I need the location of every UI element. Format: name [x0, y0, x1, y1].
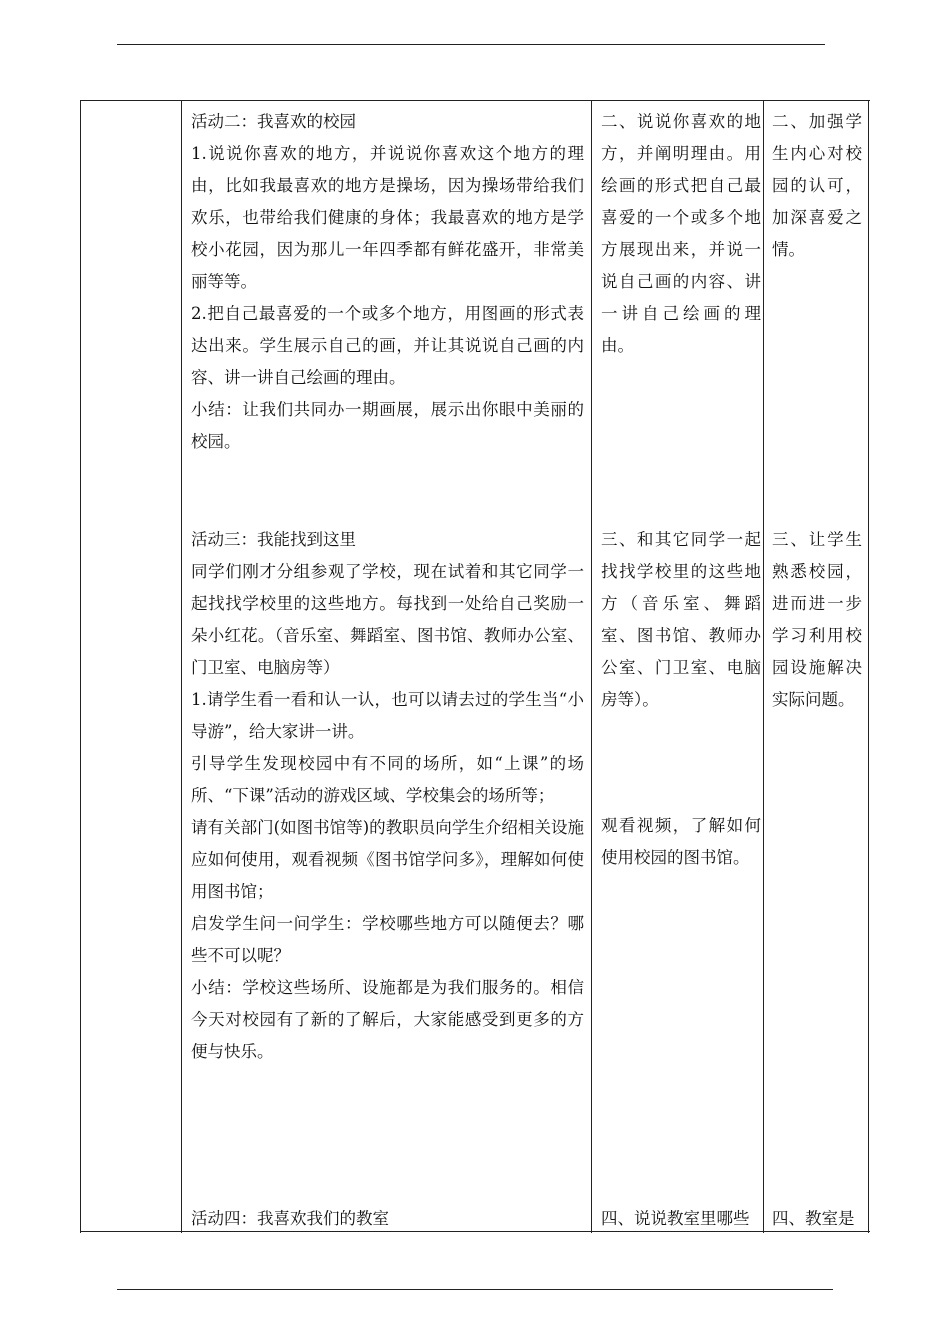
activity3-process: [191, 524, 584, 1068]
activity-step: 1.请学生看一看和认一认，也可以请去过的学生当“小导游”，给大家讲一讲。: [191, 690, 584, 741]
activity4-process: [191, 1203, 584, 1235]
activity-step: 引导学生发现校园中有不同的场所，如“上课”的场所、“下课”活动的游戏区域、学校集会的场所等；: [191, 754, 584, 805]
activity-title: 活动四：我喜欢我们的教室: [191, 1209, 389, 1228]
activity-summary: 小结：让我们共同办一期画展，展示出你眼中美丽的校园。: [191, 400, 584, 451]
activity-title: 活动三：我能找到这里: [191, 530, 356, 549]
design-intent-text: 三、让学生熟悉校园，进而进一步学习利用校园设施解决实际问题。: [772, 530, 862, 709]
activity2-student: [601, 106, 761, 362]
col-border: [80, 100, 81, 1233]
col-border: [868, 100, 869, 1233]
footer-rule: [117, 1289, 833, 1290]
activity4-intent: [772, 1203, 862, 1235]
activity2-intent: [772, 106, 862, 266]
activity4-student: [601, 1203, 761, 1235]
student-activity-text: 四、说说教室里哪些: [601, 1209, 750, 1228]
col-border: [181, 100, 182, 1233]
table-top-border: [80, 100, 870, 101]
student-activity-text: 二、说说你喜欢的地方，并阐明理由。用绘画的形式把自己最喜爱的一个或多个地方展现出来，并说一说自己画的内容、讲一讲自己绘画的理由。: [601, 112, 761, 355]
col-border: [591, 100, 592, 1233]
activity-step: 请有关部门(如图书馆等)的教职员向学生介绍相关设施应如何使用，观看视频《图书馆学问多》，理解如何使用图书馆；: [191, 818, 584, 901]
student-activity-text: 观看视频，了解如何使用校园的图书馆。: [601, 816, 761, 867]
activity-step: 同学们刚才分组参观了学校，现在试着和其它同学一起找找学校里的这些地方。每找到一处给自己奖励一朵小红花。（音乐室、舞蹈室、图书馆、教师办公室、门卫室、电脑房等）: [191, 562, 584, 677]
activity3-student: [601, 524, 761, 874]
col-border: [763, 100, 764, 1233]
activity-title: 活动二：我喜欢的校园: [191, 112, 356, 131]
design-intent-text: 四、教室是: [772, 1209, 855, 1228]
lesson-table: [80, 100, 870, 1233]
activity3-intent: [772, 524, 862, 716]
activity-step: 2.把自己最喜爱的一个或多个地方，用图画的形式表达出来。学生展示自己的画，并让其说说自己画的内容、讲一讲自己绘画的理由。: [191, 304, 584, 387]
student-activity-text: 三、和其它同学一起找找学校里的这些地方（音乐室、舞蹈室、图书馆、教师办公室、门卫室、电脑房等）。: [601, 530, 761, 709]
activity-step: 启发学生问一问学生：学校哪些地方可以随便去？哪些不可以呢？: [191, 914, 584, 965]
header-rule: [117, 44, 825, 45]
activity-step: 1.说说你喜欢的地方，并说说你喜欢这个地方的理由，比如我最喜欢的地方是操场，因为操场带给我们欢乐，也带给我们健康的身体；我最喜欢的地方是学校小花园，因为那儿一年四季都有鲜花盛开，非常美丽等等。: [191, 144, 584, 291]
activity-summary: 小结：学校这些场所、设施都是为我们服务的。相信今天对校园有了新的了解后，大家能感受到更多的方便与快乐。: [191, 978, 584, 1061]
design-intent-text: 二、加强学生内心对校园的认可，加深喜爱之情。: [772, 112, 862, 259]
activity2-process: [191, 106, 584, 458]
